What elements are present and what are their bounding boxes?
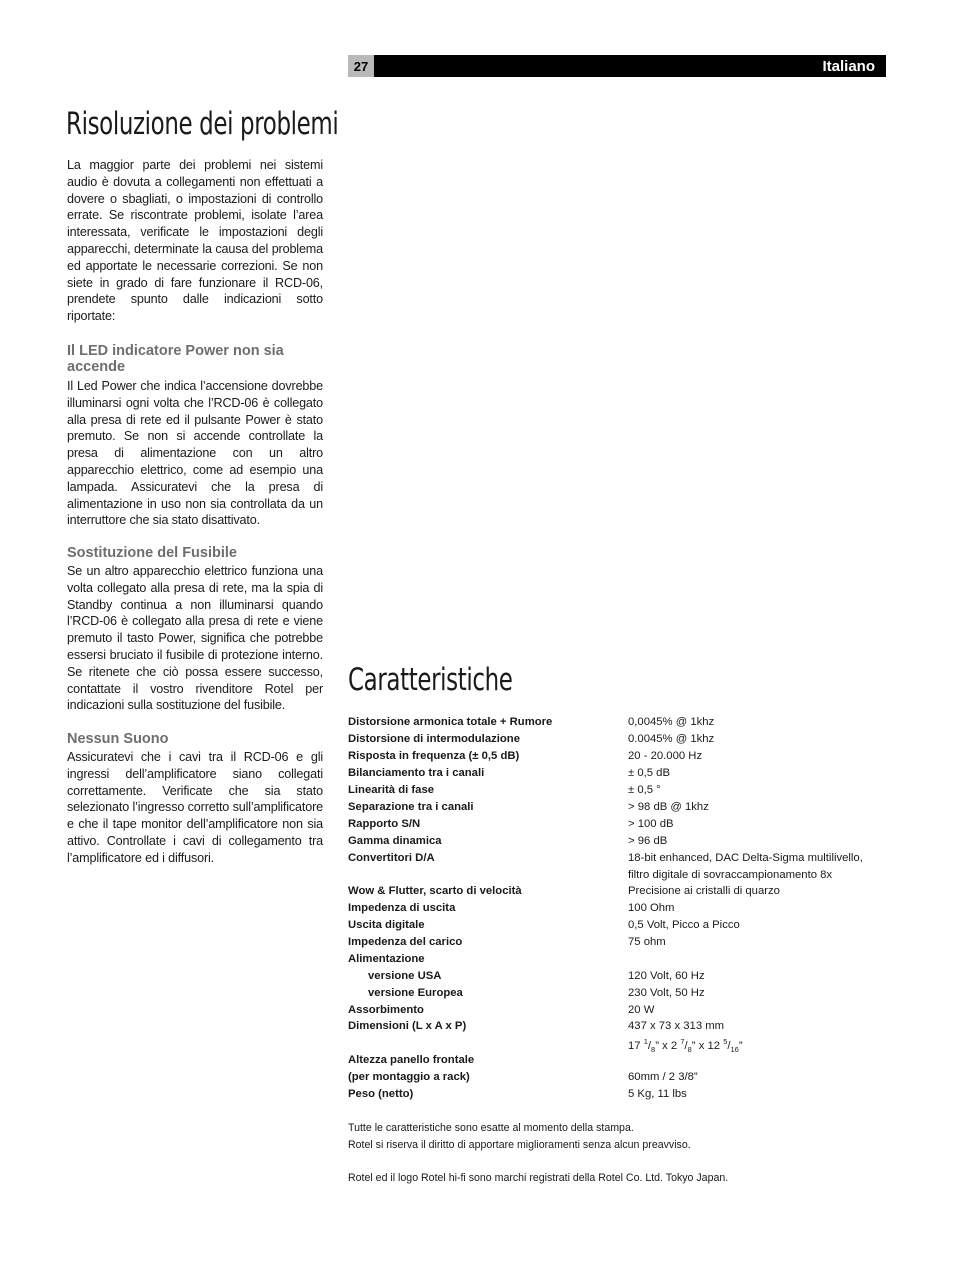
spec-value: filtro digitale di sovraccampionamento 8x: [628, 869, 833, 881]
section-body-power-led: Il Led Power che indica l’accensione dovrebbe illuminarsi ogni volta che l’RCD-06 è collegato alla presa di rete ed il pulsante Power è stato premuto. Se non si accende controllate la presa di alimentazione con un altro apparecchio elettrico, come ad esempio una lampada. Assicuratevi che la presa di alimentazione in uso non sia controllata da un interruttore che sia stato disattivato.: [67, 379, 323, 528]
spec-row: [348, 852, 888, 869]
spec-row: [348, 818, 888, 835]
spec-row: [348, 733, 888, 750]
spec-row: [348, 1054, 888, 1071]
spec-value: Precisione ai cristalli di quarzo: [628, 885, 780, 897]
spec-value: 20 W: [628, 1004, 655, 1016]
spec-value: 230 Volt, 50 Hz: [628, 987, 705, 999]
spec-row: [348, 716, 888, 733]
spec-label: Bilanciamento tra i canali: [348, 767, 485, 779]
spec-value: ± 0,5 °: [628, 784, 661, 796]
spec-value: 100 Ohm: [628, 902, 675, 914]
footnote-accuracy: Tutte le caratteristiche sono esatte al momento della stampa.: [348, 1122, 634, 1134]
spec-label: Risposta in frequenza (± 0,5 dB): [348, 750, 520, 762]
page-header-bar: [348, 55, 886, 77]
spec-value: 0.0045% @ 1khz: [628, 733, 715, 745]
spec-value: ± 0,5 dB: [628, 767, 670, 779]
spec-label: versione USA: [368, 970, 442, 982]
spec-row: [348, 902, 888, 919]
spec-label: versione Europea: [368, 987, 463, 999]
section-heading-fuse: Sostituzione del Fusibile: [67, 545, 237, 561]
spec-label: Alimentazione: [348, 953, 425, 965]
spec-label: Rapporto S/N: [348, 818, 421, 830]
spec-value-fractional-inches: 17 $^1/_8$” x 2 $^7/_8$” x 12 $^5/_{16}$”: [628, 1037, 743, 1055]
spec-row: [348, 784, 888, 801]
troubleshooting-intro: La maggior parte dei problemi nei sistemi audio è dovuta a collegamenti non effettuati a dovere o sbagliati, o impostazioni di controllo errate. Se riscontrate problemi, isolate l’area interessata, verificate le impostazioni degli apparecchi, determinate la causa del problema ed apportate le necessarie correzioni. Se non siete in grado di fare funzionare il RCD-06, prendete spunto dalle indicazioni sotto riportate:: [67, 158, 323, 324]
spec-label: Linearità di fase: [348, 784, 435, 796]
spec-label: Impedenza di uscita: [348, 902, 456, 914]
spec-label: Separazione tra i canali: [348, 801, 474, 813]
spec-label: Dimensioni (L x A x P): [348, 1020, 467, 1032]
spec-label: Altezza panello frontale: [348, 1054, 475, 1066]
specifications-title: Caratteristiche: [348, 662, 513, 698]
spec-label: Gamma dinamica: [348, 835, 442, 847]
footnote-trademark: Rotel ed il logo Rotel hi-fi sono marchi registrati della Rotel Co. Ltd. Tokyo Japan.: [348, 1172, 729, 1184]
section-heading-power-led: Il LED indicatore Power non sia accende: [67, 343, 284, 375]
spec-label: Convertitori D/A: [348, 852, 435, 864]
spec-value: > 96 dB: [628, 835, 668, 847]
spec-label: Distorsione armonica totale + Rumore: [348, 716, 553, 728]
spec-row: [348, 885, 888, 902]
spec-row: [348, 801, 888, 818]
section-body-no-sound: Assicuratevi che i cavi tra il RCD-06 e gli ingressi dell’amplificatore siano collegati correttamente. Verificate che sia stato selezionato l’ingresso corretto sull’amplificatore e che il tape monitor dell’amplificatore non sia attivo. Controllate i cavi di collegamento tra l’amplificatore ed i diffusori.: [67, 750, 323, 865]
spec-value: 75 ohm: [628, 936, 666, 948]
spec-row: [348, 987, 888, 1004]
spec-row: [348, 1071, 888, 1088]
troubleshooting-title: Risoluzione dei problemi: [66, 106, 339, 142]
spec-value: 437 x 73 x 313 mm: [628, 1020, 725, 1032]
spec-label: Wow & Flutter, scarto di velocità: [348, 885, 522, 897]
spec-value: 120 Volt, 60 Hz: [628, 970, 705, 982]
spec-value: 0,5 Volt, Picco a Picco: [628, 919, 740, 931]
spec-value: > 98 dB @ 1khz: [628, 801, 709, 813]
spec-row: [348, 767, 888, 784]
language-label: Italiano: [822, 57, 875, 75]
footnote-improvements: Rotel si riserva il diritto di apportare miglioramenti senza alcun preavviso.: [348, 1139, 691, 1151]
spec-row: [348, 953, 888, 970]
spec-row: [348, 1020, 888, 1037]
spec-row: [348, 1037, 888, 1054]
spec-row: [348, 919, 888, 936]
spec-value: 5 Kg, 11 lbs: [628, 1088, 687, 1100]
spec-label: (per montaggio a rack): [348, 1071, 470, 1083]
spec-row: [348, 869, 888, 886]
spec-value: > 100 dB: [628, 818, 674, 830]
spec-row: [348, 936, 888, 953]
spec-label: Uscita digitale: [348, 919, 425, 931]
spec-value: 0,0045% @ 1khz: [628, 716, 715, 728]
spec-value: 60mm / 2 3/8”: [628, 1071, 698, 1083]
spec-value: 20 - 20.000 Hz: [628, 750, 703, 762]
section-body-fuse: Se un altro apparecchio elettrico funziona una volta collegato alla presa di rete, ma la spia di Standby continua a non illuminarsi quando l’RCD-06 è collegato alla presa di rete e viene premuto il tasto Power, significa che potrebbe essersi bruciato il fusibile di protezione interno. Se ritenete che ciò possa essere successo, contattate il vostro rivenditore Rotel per indicazioni sulla sostituzione del fusibile.: [67, 564, 323, 713]
spec-row: [348, 1004, 888, 1021]
spec-row: [348, 750, 888, 767]
page-number: 27: [348, 55, 374, 77]
spec-label: Impedenza del carico: [348, 936, 463, 948]
spec-label: Peso (netto): [348, 1088, 414, 1100]
spec-label: Assorbimento: [348, 1004, 424, 1016]
spec-label: Distorsione di intermodulazione: [348, 733, 520, 745]
spec-row: [348, 1088, 888, 1105]
spec-row: [348, 970, 888, 987]
spec-row: [348, 835, 888, 852]
spec-value: 18-bit enhanced, DAC Delta-Sigma multilivello,: [628, 852, 863, 864]
section-heading-no-sound: Nessun Suono: [67, 731, 169, 747]
